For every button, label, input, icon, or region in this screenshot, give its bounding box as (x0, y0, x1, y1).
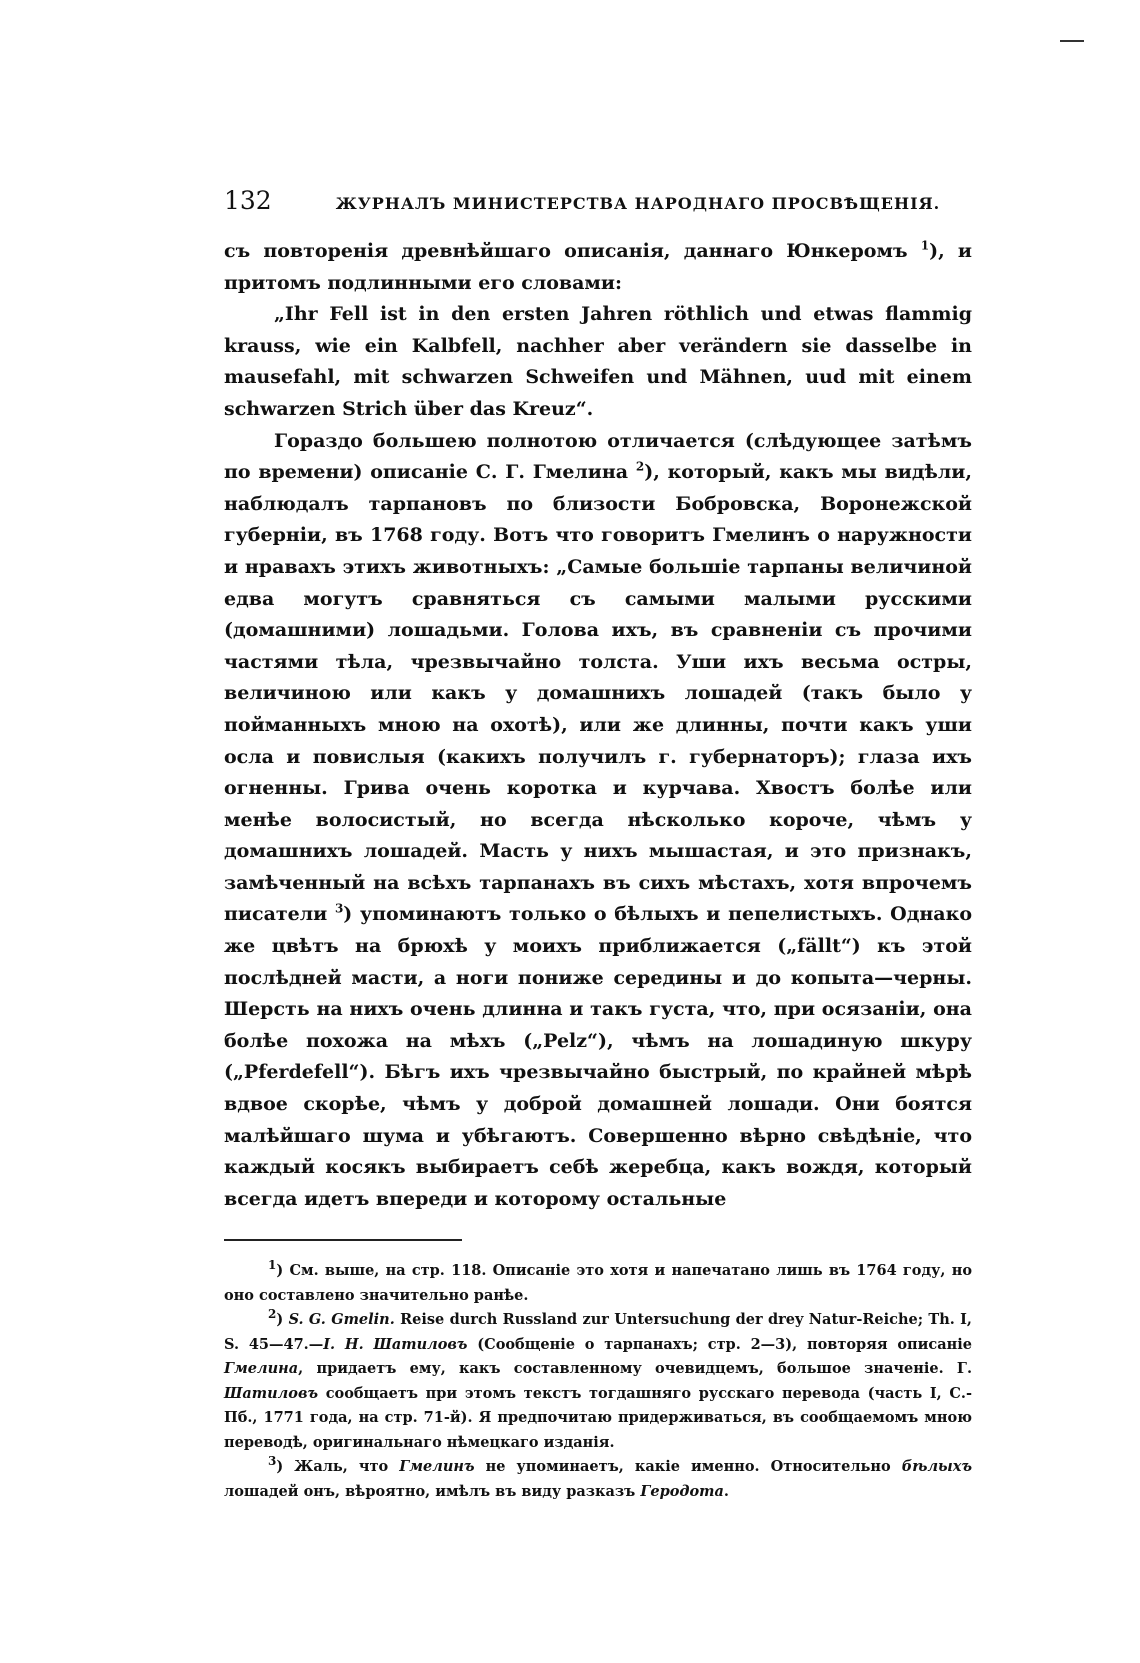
footnote-3: $^3$) Жаль, что Гмелинъ не упоминаетъ, какіе именно. Относительно бѣлыхъ лошадей онъ, вѣроятно, имѣлъ въ виду разказъ Геродота. (224, 1454, 972, 1500)
running-title: ЖУРНАЛЪ МИНИСТЕРСТВА НАРОДНАГО ПРОСВѢЩЕНІЯ. (335, 194, 941, 213)
footnote-2: $^2$) S. G. Gmelin. Reise durch Russland zur Untersuchung der drey Natur-Reiche; Th. I, S. 45—47.—І. Н. Шатиловъ (Сообщеніе о тарпанахъ; стр. 2—3), повторяя описаніе Гмелина, придаетъ ему, какъ составленному очевидцемъ, большое значеніе. Г. Шатиловъ сообщаетъ при этомъ текстъ тогдашняго русскаго перевода (часть I, С.-Пб., 1771 года, на стр. 71-й). Я предпочитаю придерживаться, въ сообщаемомъ мною переводѣ, оригинальнаго нѣмецкаго изданія. (224, 1307, 972, 1451)
footnote-ref: 1 (920, 238, 930, 253)
running-head (224, 186, 972, 236)
footnote-ref: 2 (635, 459, 645, 474)
paragraph-gmelin: Гораздо большею полнотою отличается (слѣдующее затѣмъ по времени) описаніе С. Г. Гмелина $^2$), который, какъ мы видѣли, наблюдалъ тарпановъ по близости Бобровска, Воронежской губерніи, въ 1768 году. Вотъ что говоритъ Гмелинъ о наружности и нравахъ этихъ животныхъ: „Самые большіе тарпаны величиной едва могутъ сравняться съ самыми малыми русскими (домашними) лошадьми. Голова ихъ, въ сравненіи съ прочими частями тѣла, чрезвычайно толста. Уши ихъ весьма остры, величиною или какъ у домашнихъ лошадей (такъ было у пойманныхъ мною на охотѣ), или же длинны, почти какъ уши осла и повислыя (какихъ получилъ г. губернаторъ); глаза ихъ огненны. Грива очень коротка и курчава. Хвостъ болѣе или менѣе волосистый, но всегда нѣсколько короче, чѣмъ у домашнихъ лошадей. Масть у нихъ мышастая, и это признакъ, замѣченный на всѣхъ тарпанахъ въ сихъ мѣстахъ, хотя впрочемъ писатели $^3$) упоминаютъ только о бѣлыхъ и пепелистыхъ. Однако же цвѣтъ на брюхѣ у моихъ приближается („fällt“) къ этой послѣдней масти, а ноги пониже середины и до копыта—черны. Шерсть на нихъ очень длинна и такъ густа, что, при осязаніи, она болѣе похожа на мѣхъ („Pelz“), чѣмъ на лошадиную шкуру („Pferdefell“). Бѣгъ ихъ чрезвычайно быстрый, по крайней мѣрѣ вдвое скорѣе, чѣмъ у доброй домашней лошади. Они боятся малѣйшаго шума и убѣгаютъ. Совершенно вѣрно свѣдѣніе, что каждый косякъ выбираетъ себѣ жеребца, какъ вождя, который всегда идетъ впереди и которому остальные (224, 429, 972, 1210)
body-text (224, 236, 972, 1215)
footnotes (224, 1259, 972, 1504)
book-page (224, 186, 972, 1504)
scan-edge-mark (1060, 40, 1084, 42)
paragraph-continuation: съ повторенія древнѣйшаго описанія, даннаго Юнкеромъ $^1$), и притомъ подлинными его словами: (224, 238, 973, 294)
german-quote: „Ihr Fell ist in den ersten Jahren röthlich und etwas flammig krauss, wie ein Kalbfell, nachher aber verändern sie dasselbe in mausefahl, mit schwarzen Schweifen und Mähnen, uud mit einem schwarzen Strich über das Kreuz“. (224, 303, 972, 420)
page-number: 132 (224, 186, 272, 215)
footnote-rule (224, 1239, 462, 1241)
footnote-ref: 3 (334, 902, 344, 917)
footnote-1: $^1$) См. выше, на стр. 118. Описаніе это хотя и напечатано лишь въ 1764 году, но оно составлено значительно ранѣе. (224, 1258, 972, 1304)
